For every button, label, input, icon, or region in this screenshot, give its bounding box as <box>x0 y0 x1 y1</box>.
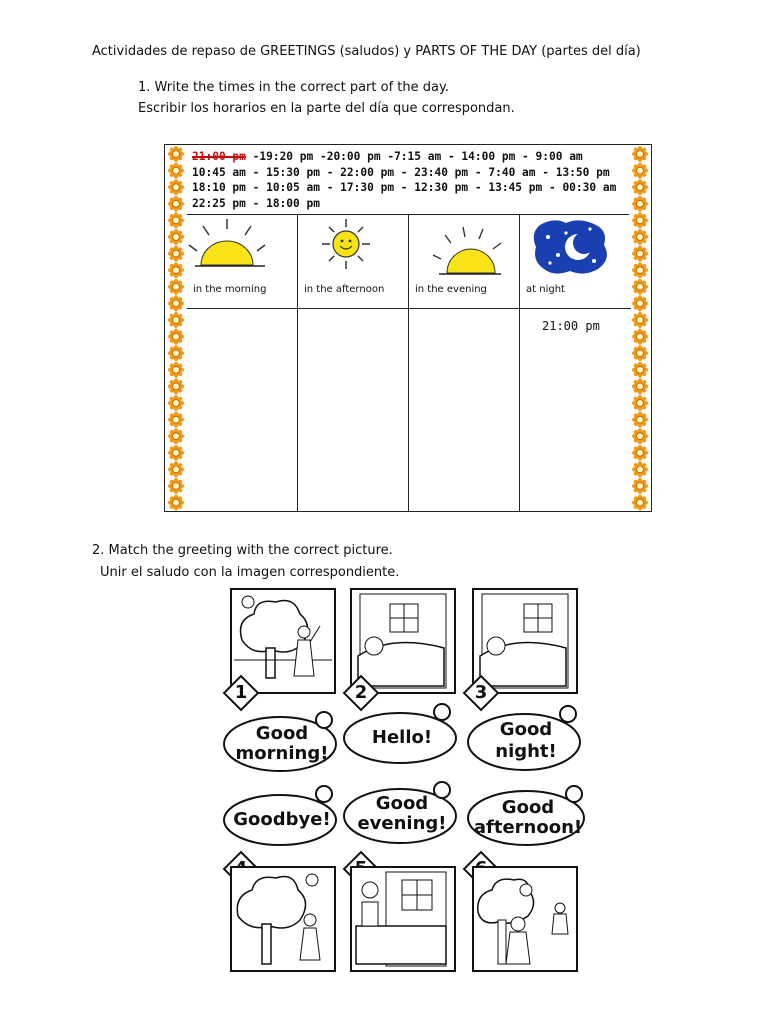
column-night-header <box>520 215 631 309</box>
column-afternoon-label: in the afternoon <box>304 284 385 295</box>
column-morning-header <box>187 215 297 309</box>
column-evening-header <box>409 215 519 309</box>
column-morning-label: in the morning <box>193 284 267 295</box>
times-line-2: 10:45 am - 15:30 pm - 22:00 pm - 23:40 pm - 7:40 am - 13:50 pm <box>192 165 610 179</box>
flower-icon <box>168 461 184 477</box>
flower-icon <box>168 345 184 361</box>
setting-sun-icon <box>409 215 519 285</box>
exercise1-instruction-es: Escribir los horarios en la parte del día que correspondan. <box>138 101 515 116</box>
flower-icon <box>632 179 648 195</box>
flower-icon <box>632 461 648 477</box>
flower-icon <box>632 295 648 311</box>
flower-icon <box>632 445 648 461</box>
girl-tree-sun-icon <box>232 868 334 970</box>
times-struck: 21:00 pm <box>192 150 246 163</box>
flower-icon <box>632 246 648 262</box>
times-line-4: 22:25 pm - 18:00 pm <box>192 196 320 210</box>
flower-icon <box>168 212 184 228</box>
flower-icon <box>632 362 648 378</box>
flower-border-right <box>629 145 651 511</box>
moon-stars-icon <box>520 215 630 285</box>
column-afternoon <box>298 215 409 511</box>
times-list <box>187 145 629 215</box>
girl-waving-tree-icon <box>232 590 334 692</box>
flower-icon <box>168 163 184 179</box>
rising-sun-icon <box>187 215 297 285</box>
picture-2[interactable] <box>350 588 456 694</box>
flower-icon <box>168 196 184 212</box>
flower-icon <box>168 262 184 278</box>
flower-icon <box>168 428 184 444</box>
flower-icon <box>632 478 648 494</box>
exercise2-instruction: 2. Match the greeting with the correct picture. <box>92 543 393 558</box>
picture-1[interactable] <box>230 588 336 694</box>
bed-morning-window-icon <box>474 590 576 692</box>
flower-icon <box>632 378 648 394</box>
flower-icon <box>168 329 184 345</box>
bubble-4-line1: Goodbye! <box>233 809 331 830</box>
number-3: 3 <box>474 682 488 703</box>
bed-night-window-icon <box>352 590 454 692</box>
bubble-3-line2: night! <box>495 741 557 762</box>
bubble-good-morning[interactable] <box>222 710 342 774</box>
flower-icon <box>632 395 648 411</box>
flower-icon <box>168 395 184 411</box>
bubble-hello[interactable] <box>342 702 462 766</box>
flower-icon <box>632 412 648 428</box>
page-title: Actividades de repaso de GREETINGS (saludos) y PARTS OF THE DAY (partes del día) <box>92 44 641 59</box>
flower-icon <box>168 246 184 262</box>
times-line-3: 18:10 pm - 10:05 am - 17:30 pm - 12:30 pm - 13:45 pm - 00:30 am <box>192 181 617 194</box>
flower-icon <box>168 362 184 378</box>
flower-icon <box>168 146 184 162</box>
times-grid <box>187 145 629 511</box>
flower-icon <box>632 345 648 361</box>
column-afternoon-header <box>298 215 408 309</box>
bubble-good-evening[interactable] <box>342 780 462 846</box>
number-2: 2 <box>354 682 368 703</box>
parts-of-day-table <box>164 144 652 512</box>
picture-6[interactable] <box>472 866 578 972</box>
flower-icon <box>168 478 184 494</box>
picture-4[interactable] <box>230 866 336 972</box>
flower-icon <box>168 378 184 394</box>
flower-icon <box>632 312 648 328</box>
column-evening-label: in the evening <box>415 284 487 295</box>
flower-icons <box>629 145 651 511</box>
bubble-1-line2: morning! <box>235 743 329 764</box>
flower-icon <box>632 229 648 245</box>
bubble-good-afternoon[interactable] <box>466 784 590 848</box>
bubble-5-line1: Good <box>375 793 429 814</box>
bed-window-evening-icon <box>352 868 454 970</box>
flower-icon <box>632 279 648 295</box>
flower-icon <box>168 229 184 245</box>
flower-border-left <box>165 145 187 511</box>
flower-icon <box>632 262 648 278</box>
picture-3[interactable] <box>472 588 578 694</box>
bubble-6-line1: Good <box>501 797 555 818</box>
bubble-goodbye[interactable] <box>222 784 342 848</box>
flower-icon <box>168 495 184 511</box>
flower-icon <box>168 312 184 328</box>
column-night <box>520 215 631 511</box>
column-evening <box>409 215 520 511</box>
flower-icon <box>168 412 184 428</box>
flower-icon <box>168 295 184 311</box>
greetings-matching <box>220 584 592 974</box>
flower-icon <box>632 495 648 511</box>
flower-icon <box>632 329 648 345</box>
column-night-answer[interactable]: 21:00 pm <box>542 319 600 333</box>
bubble-2-line1: Hello! <box>371 727 433 748</box>
exercise2-instruction-es: Unir el saludo con la imagen correspondiente. <box>100 565 400 580</box>
bubble-1-line1: Good <box>255 723 309 744</box>
flower-icon <box>632 196 648 212</box>
flower-icon <box>168 179 184 195</box>
flower-icon <box>632 163 648 179</box>
flower-icon <box>632 428 648 444</box>
bubble-good-night[interactable] <box>466 704 586 774</box>
exercise1-instruction: 1. Write the times in the correct part of the day. <box>138 80 449 95</box>
flower-icon <box>632 146 648 162</box>
bubble-5-line2: evening! <box>357 813 447 834</box>
column-morning <box>187 215 298 511</box>
flower-icon <box>168 445 184 461</box>
flower-icon <box>632 212 648 228</box>
number-1: 1 <box>234 682 248 703</box>
flower-icons <box>165 145 187 511</box>
times-line-1: -19:20 pm -20:00 pm -7:15 am - 14:00 pm - 9:00 am <box>245 150 583 163</box>
flower-icon <box>168 279 184 295</box>
picture-5[interactable] <box>350 866 456 972</box>
girl-waving-goodbye-icon <box>474 868 576 970</box>
bubble-6-line2: afternoon! <box>473 817 583 838</box>
bubble-3-line1: Good <box>499 719 553 740</box>
column-night-label: at night <box>526 284 565 295</box>
smiling-sun-icon <box>298 215 408 285</box>
